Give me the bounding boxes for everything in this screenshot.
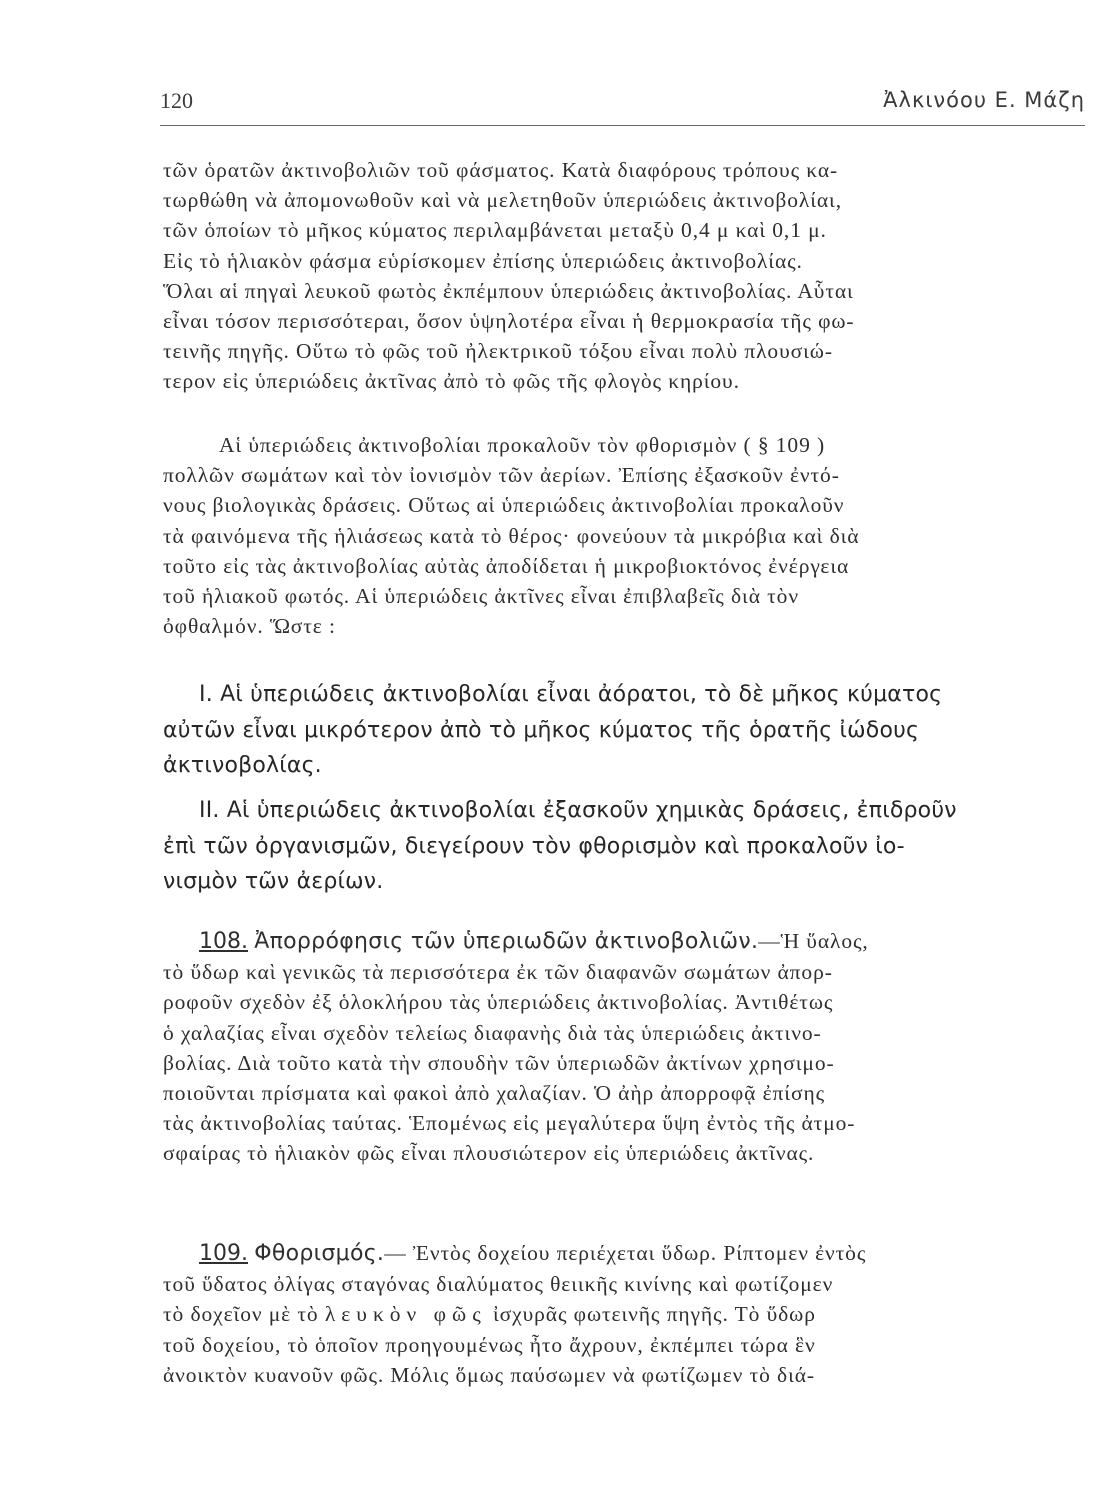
paragraph-ultraviolet-effects	[163, 430, 1080, 641]
text-line: βολίας. Διὰ τοῦτο κατὰ τὴν σπουδὴν τῶν ὑπεριωδῶν ἀκτίνων χρησιμο-	[163, 1050, 835, 1075]
text-line: ὁ χαλαζίας εἶναι σχεδὸν τελείως διαφανὴς διὰ τὰς ὑπεριώδεις ἀκτινο-	[163, 1020, 822, 1045]
text-line: II. Αἱ ὑπεριώδεις ἀκτινοβολίαι ἐξασκοῦν χημικὰς δράσεις, ἐπιδροῦν	[199, 798, 957, 823]
page-number: 120	[160, 88, 193, 113]
text-line: τὸ ὕδωρ καὶ γενικῶς τὰ περισσότερα ἐκ τῶν διαφανῶν σωμάτων ἀπορ-	[163, 960, 833, 985]
summary-point-1	[163, 677, 1080, 784]
text-line: πολλῶν σωμάτων καὶ τὸν ἰονισμὸν τῶν ἀερίων. Ἐπίσης ἐξασκοῦν ἐντό-	[163, 463, 840, 488]
text-fragment: ἰσχυρᾶς φωτεινῆς πηγῆς. Τὸ ὕδωρ	[493, 1302, 816, 1327]
text-line: νους βιολογικὰς δράσεις. Οὕτως αἱ ὑπεριώδεις ἀκτινοβολίαι προκαλοῦν	[163, 493, 845, 518]
section-first-line-rest: —Ἡ ὕαλος,	[758, 929, 869, 953]
text-line: τερον εἰς ὑπεριώδεις ἀκτῖνας ἀπὸ τὸ φῶς τῆς φλογὸς κηρίου.	[163, 369, 740, 394]
section-title: Ἀπορρόφησις τῶν ὑπεριωδῶν ἀκτινοβολιῶν.	[254, 929, 759, 954]
text-fragment: τὸ δοχεῖον μὲ τὸ	[163, 1302, 319, 1327]
text-line: τεινῆς πηγῆς. Οὕτω τὸ φῶς τοῦ ἠλεκτρικοῦ τόξου εἶναι πολὺ πλουσιώ-	[163, 339, 833, 364]
emphasized-text: λευκὸν φῶς	[324, 1302, 487, 1327]
text-line: τωρθώθη νὰ ἀπομονωθοῦν καὶ νὰ μελετηθοῦν ὑπεριώδεις ἀκτινοβολίαι,	[163, 188, 843, 213]
section-first-line-rest: — Ἐντὸς δοχείου περιέχεται ὕδωρ. Ρίπτομεν ἐντὸς	[384, 1241, 867, 1265]
text-line: ποιοῦνται πρίσματα καὶ φακοὶ ἀπὸ χαλαζίαν. Ὁ ἀὴρ ἀπορροφᾷ ἐπίσης	[163, 1081, 826, 1106]
section-108	[163, 926, 1080, 1169]
text-line: εἶναι τόσον περισσότεραι, ὅσον ὑψηλοτέρα εἶναι ἡ θερμοκρασία τῆς φω-	[163, 309, 855, 334]
paragraph-continuation	[163, 155, 1080, 397]
section-heading-line	[163, 1238, 1080, 1269]
text-line: I. Αἱ ὑπεριώδεις ἀκτινοβολίαι εἶναι ἀόρατοι, τὸ δὲ μῆκος κύματος	[199, 682, 943, 707]
text-line: τὰς ἀκτινοβολίας ταύτας. Ἑπομένως εἰς μεγαλύτερα ὕψη ἐντὸς τῆς ἀτμο-	[163, 1111, 856, 1136]
text-line: τοῦτο εἰς τὰς ἀκτινοβολίας αὐτὰς ἀποδίδεται ἡ μικροβιοκτόνος ἐνέργεια	[163, 553, 850, 578]
text-line: Εἰς τὸ ἡλιακὸν φάσμα εὑρίσκομεν ἐπίσης ὑπεριώδεις ἀκτινοβολίας.	[163, 248, 803, 273]
summary-point-2	[163, 793, 1080, 900]
text-line: ροφοῦν σχεδὸν ἐξ ὁλοκλήρου τὰς ὑπεριώδεις ἀκτινοβολίας. Ἀντιθέτως	[163, 990, 834, 1015]
text-line	[163, 1299, 1080, 1329]
text-line: τῶν ὁποίων τὸ μῆκος κύματος περιλαμβάνεται μεταξὺ 0,4 μ καὶ 0,1 μ.	[163, 218, 827, 243]
text-line: ἀκτινοβολίας.	[163, 753, 322, 778]
text-line: Ὅλαι αἱ πηγαὶ λευκοῦ φωτὸς ἐκπέμπουν ὑπεριώδεις ἀκτινοβολίας. Αὗται	[163, 278, 854, 303]
text-line: τοῦ δοχείου, τὸ ὁποῖον προηγουμένως ἦτο ἄχρουν, ἐκπέμπει τώρα ἓν	[163, 1332, 816, 1357]
text-line: τοῦ ἡλιακοῦ φωτός. Αἱ ὑπεριώδεις ἀκτῖνες εἶναι ἐπιβλαβεῖς διὰ τὸν	[163, 584, 799, 609]
section-number: 108.	[199, 929, 248, 954]
text-line: ἐπὶ τῶν ὀργανισμῶν, διεγείρουν τὸν φθορισμὸν καὶ προκαλοῦν ἰο-	[163, 833, 905, 859]
text-line: σφαίρας τὸ ἡλιακὸν φῶς εἶναι πλουσιώτερον εἰς ὑπεριώδεις ἀκτῖνας.	[163, 1141, 815, 1166]
page-header	[160, 88, 1085, 128]
header-rule	[160, 125, 1085, 126]
section-number: 109.	[199, 1241, 248, 1266]
text-line: τῶν ὁρατῶν ἀκτινοβολιῶν τοῦ φάσματος. Κατὰ διαφόρους τρόπους κα-	[163, 158, 839, 182]
text-line: αὐτῶν εἶναι μικρότερον ἀπὸ τὸ μῆκος κύματος τῆς ὁρατῆς ἰώδους	[163, 717, 920, 743]
section-109	[163, 1238, 1080, 1390]
section-heading-line	[163, 926, 1080, 957]
running-head: Ἀλκινόου Ε. Μάζη	[883, 88, 1085, 112]
text-line: Αἱ ὑπεριώδεις ἀκτινοβολίαι προκαλοῦν τὸν φθορισμὸν ( § 109 )	[219, 433, 826, 457]
text-line: ὀφθαλμόν. Ὥστε :	[163, 614, 336, 639]
text-line: ἀνοικτὸν κυανοῦν φῶς. Μόλις ὅμως παύσωμεν νὰ φωτίζωμεν τὸ διά-	[163, 1362, 815, 1387]
text-line: τὰ φαινόμενα τῆς ἡλιάσεως κατὰ τὸ θέρος· φονεύουν τὰ μικρόβια καὶ διὰ	[163, 523, 860, 548]
text-line: τοῦ ὕδατος ὀλίγας σταγόνας διαλύματος θειικῆς κινίνης καὶ φωτίζομεν	[163, 1272, 834, 1297]
section-title: Φθορισμός.	[254, 1241, 385, 1266]
text-line: νισμὸν τῶν ἀερίων.	[163, 869, 384, 894]
